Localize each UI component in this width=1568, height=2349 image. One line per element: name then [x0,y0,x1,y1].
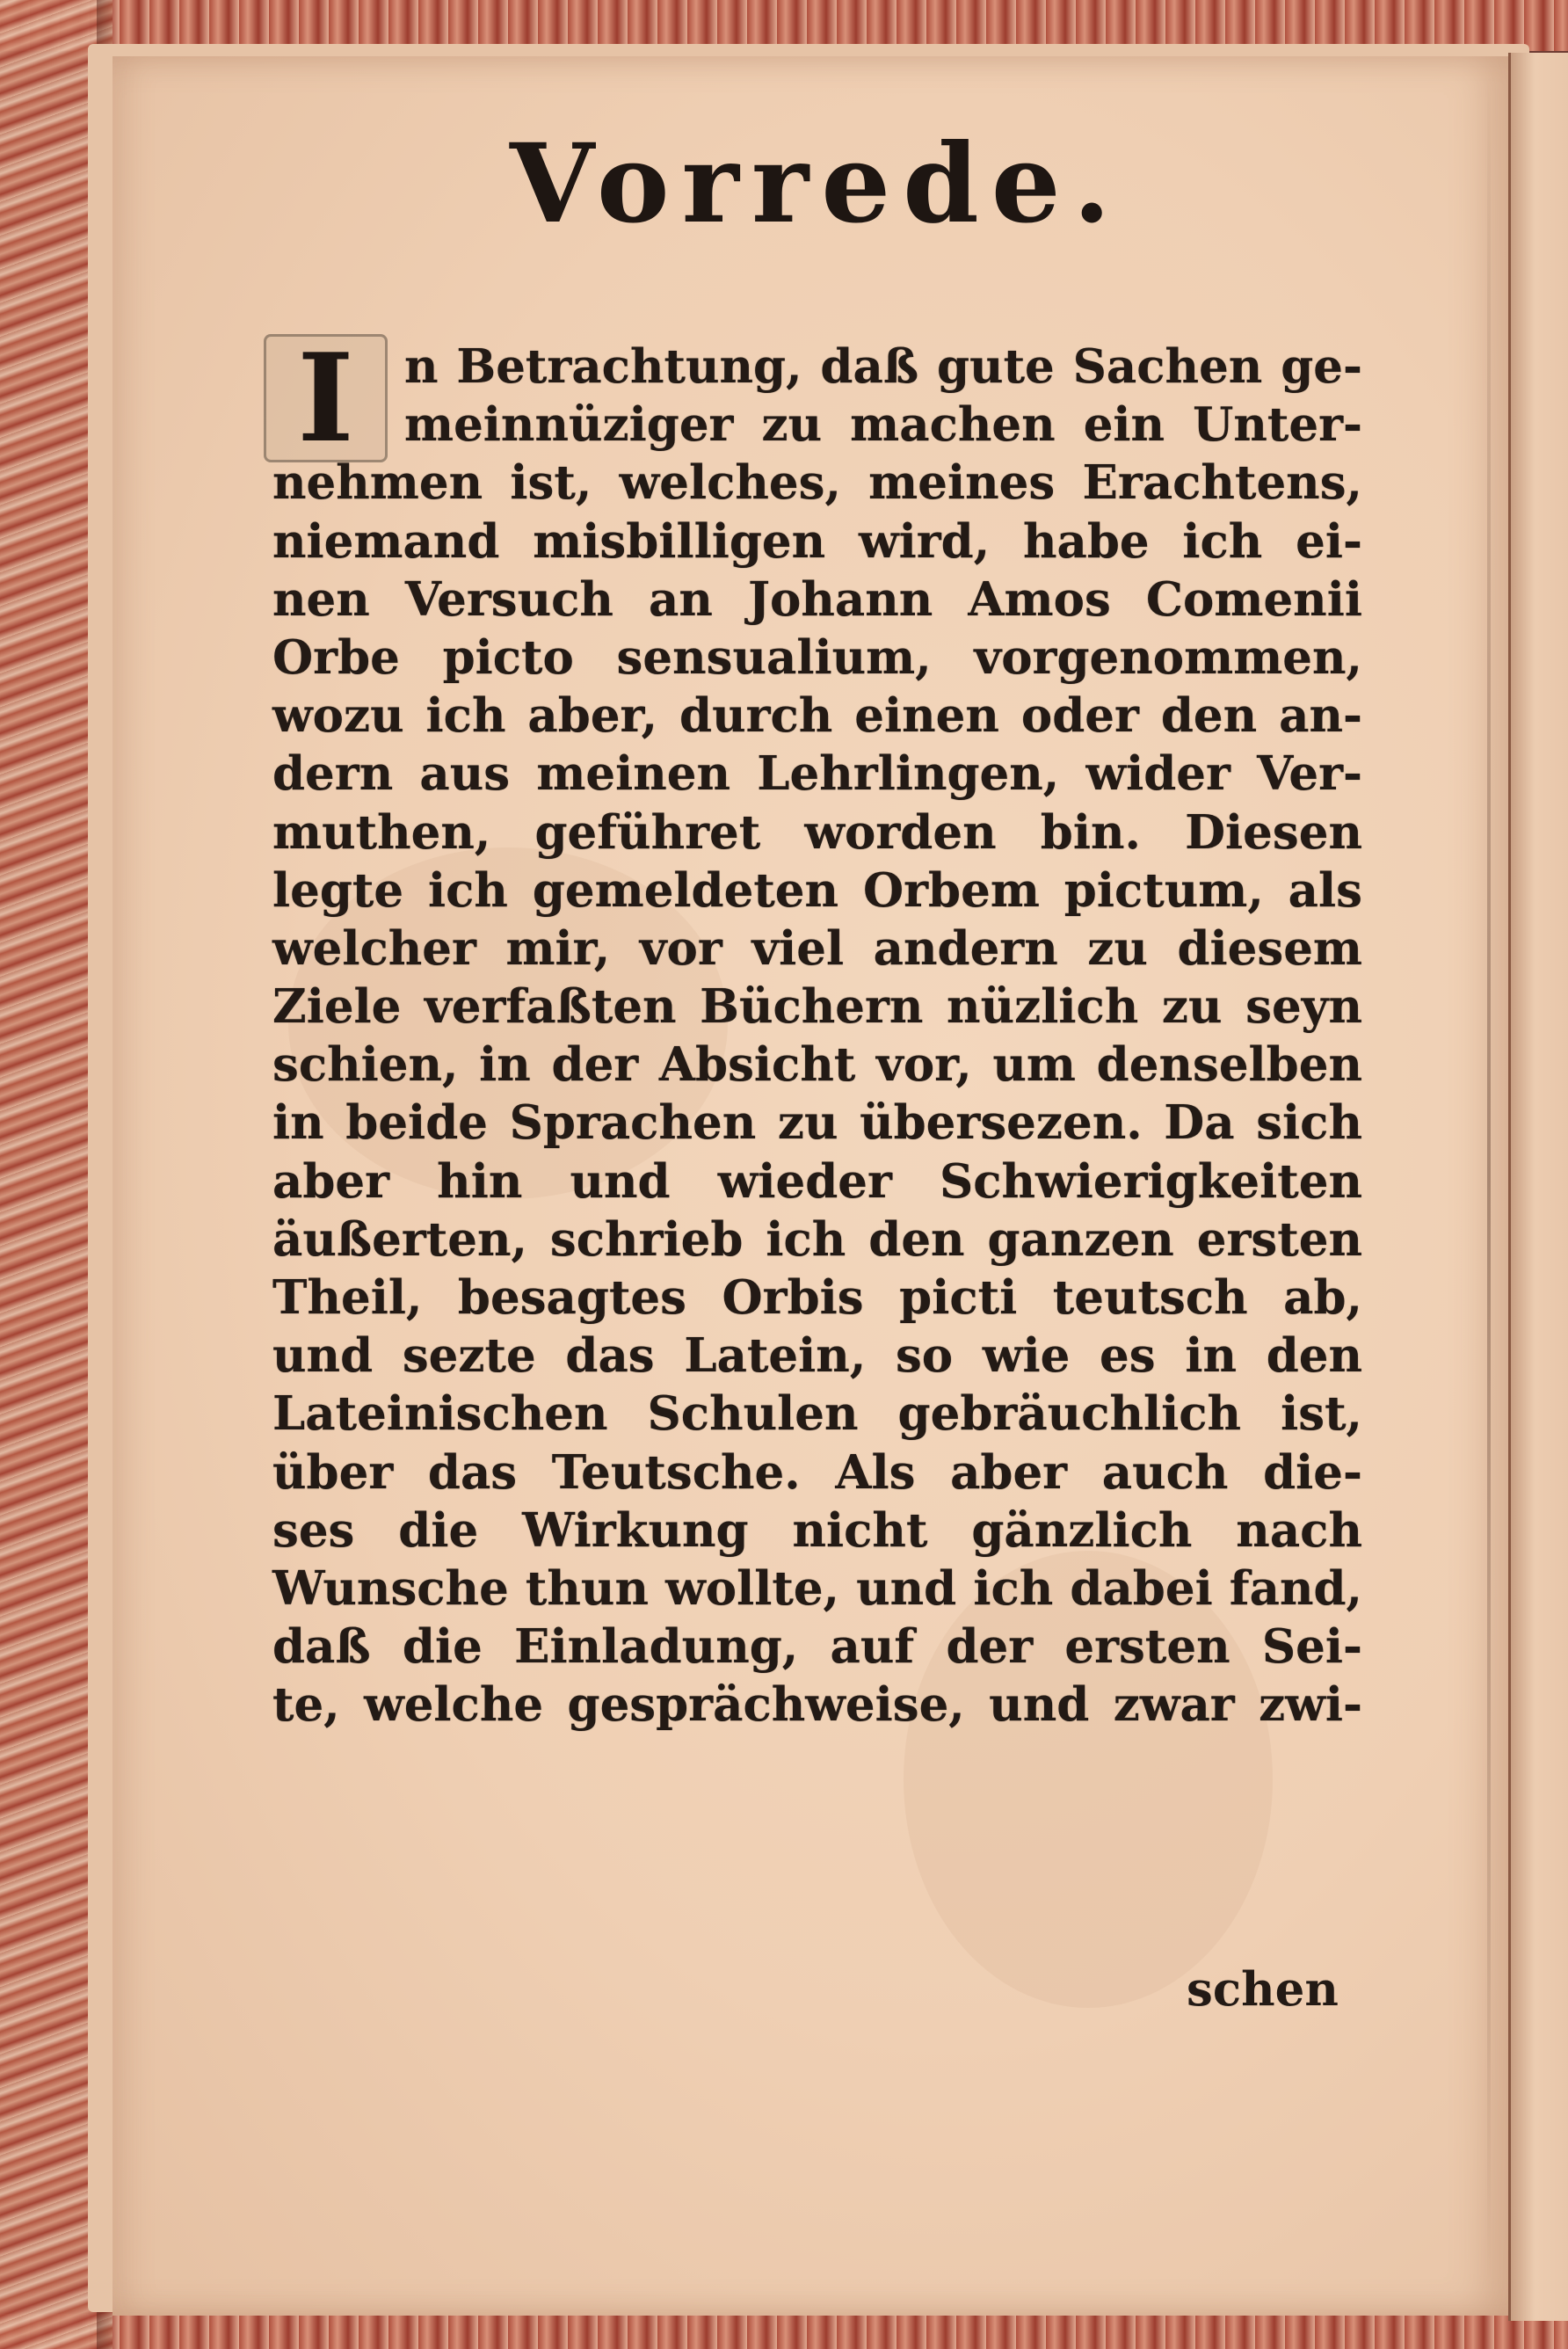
text-line: legte ich gemeldeten Orbem pictum, als [272,862,1362,918]
text-line: und sezte das Latein, so wie es in den [272,1328,1362,1384]
text-line: ses die Wirkung nicht gänzlich nach [272,1502,1362,1558]
text-line: Theil, besagtes Orbis picti teutsch ab, [272,1270,1362,1325]
text-line: wozu ich aber, durch einen oder den an- [272,688,1362,744]
marbled-cover-bottom [0,2314,1568,2349]
decorated-initial: I [264,334,388,462]
text-line: daß die Einladung, auf der ersten Sei- [272,1619,1362,1675]
right-page-edge [1508,53,1568,2321]
text-line: über das Teutsche. Als aber auch die- [272,1444,1362,1500]
text-line: äußerten, schrieb ich den ganzen ersten [272,1211,1362,1267]
catchword: schen [1187,1962,1339,2017]
text-line: Ziele verfaßten Büchern nüzlich zu seyn [272,979,1362,1035]
gutter-shadow [1487,70,1491,2286]
text-line: n Betrachtung, daß gute Sachen ge- [404,339,1362,394]
text-line: muthen, geführet worden bin. Diesen [272,804,1362,860]
text-line: aber hin und wieder Schwierigkeiten [272,1153,1362,1209]
text-line: schien, in der Absicht vor, um denselben [272,1037,1362,1093]
text-line: niemand misbilligen wird, habe ich ei- [272,513,1362,569]
text-line: Wunsche thun wollte, und ich dabei fand, [272,1560,1362,1616]
text-line: dern aus meinen Lehrlingen, wider Ver- [272,746,1362,802]
body-text [272,338,1362,1734]
text-line: meinnüziger zu machen ein Unter- [404,397,1362,453]
page-title: Vorrede. [510,120,1123,248]
text-line: nehmen ist, welches, meines Erachtens, [272,455,1362,511]
text-line: te, welche gesprächweise, und zwar zwi- [272,1677,1362,1733]
text-line: Orbe picto sensualium, vorgenommen, [272,629,1362,685]
text-line: nen Versuch an Johann Amos Comenii [272,571,1362,627]
text-line: in beide Sprachen zu übersezen. Da sich [272,1095,1362,1151]
text-line: Lateinischen Schulen gebräuchlich ist, [272,1386,1362,1442]
text-line: welcher mir, vor viel andern zu diesem [272,920,1362,976]
